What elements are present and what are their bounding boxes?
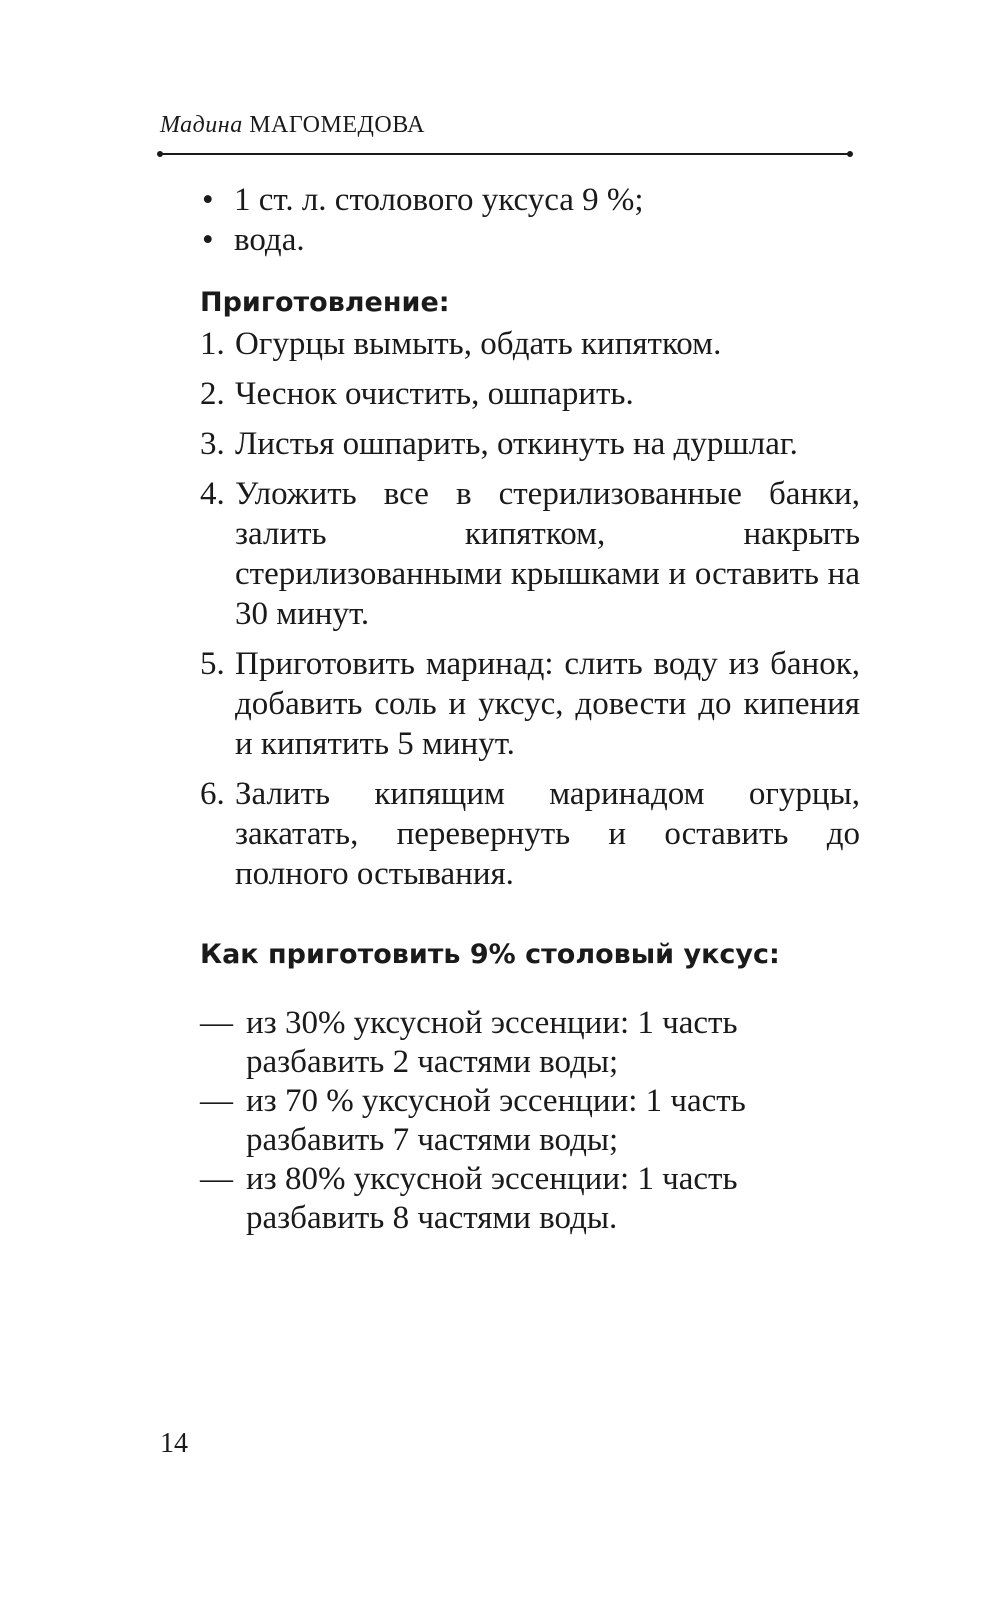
step-item xyxy=(200,324,860,364)
header-rule xyxy=(160,153,850,155)
step-text: Чеснок очистить, ошпарить. xyxy=(235,376,634,412)
vinegar-item: — из 70 % уксусной эссенции: 1 часть разбавить 7 частями воды; xyxy=(200,1082,860,1160)
vinegar-item: — из 30% уксусной эссенции: 1 часть разбавить 2 частями воды; xyxy=(200,1004,860,1082)
step-number: 4. xyxy=(200,476,225,512)
vinegar-heading: Как приготовить 9% столовый уксус: xyxy=(200,939,780,970)
author-last-name: МАГОМЕДОВА xyxy=(249,112,426,138)
step-number: 1. xyxy=(200,326,225,362)
step-text: Листья ошпарить, откинуть на дуршлаг. xyxy=(235,426,798,462)
preparation-heading: Приготовление: xyxy=(200,287,450,318)
author-first-name: Мадина xyxy=(160,112,243,138)
vinegar-list xyxy=(200,1004,860,1238)
vinegar-item: — из 80% уксусной эссенции: 1 часть разбавить 8 частями воды. xyxy=(200,1160,860,1238)
ingredient-list xyxy=(200,180,860,260)
step-item xyxy=(200,644,860,764)
ingredient-item: • 1 ст. л. столового уксуса 9 %; xyxy=(200,180,860,220)
step-number: 3. xyxy=(200,426,225,462)
step-item xyxy=(200,474,860,634)
running-head xyxy=(160,112,425,139)
step-item xyxy=(200,374,860,414)
preparation-steps xyxy=(200,324,860,894)
ingredient-item: • вода. xyxy=(200,220,860,260)
step-text: Приготовить маринад: слить воду из банок, добавить соль и уксус, довести до кипения и кипятить 5 минут. xyxy=(235,646,860,762)
step-item xyxy=(200,424,860,464)
step-text: Огурцы вымыть, обдать кипятком. xyxy=(235,326,722,362)
page-number: 14 xyxy=(160,1428,188,1459)
step-number: 5. xyxy=(200,646,225,682)
step-item xyxy=(200,774,860,894)
step-text: Уложить все в стерилизованные банки, залить кипятком, накрыть стерилизованными крышками и оставить на 30 минут. xyxy=(235,476,860,632)
step-text: Залить кипящим маринадом огурцы, закатать, перевернуть и оставить до полного остывания. xyxy=(235,776,860,892)
page-body xyxy=(200,180,860,1238)
step-number: 2. xyxy=(200,376,225,412)
step-number: 6. xyxy=(200,776,225,812)
